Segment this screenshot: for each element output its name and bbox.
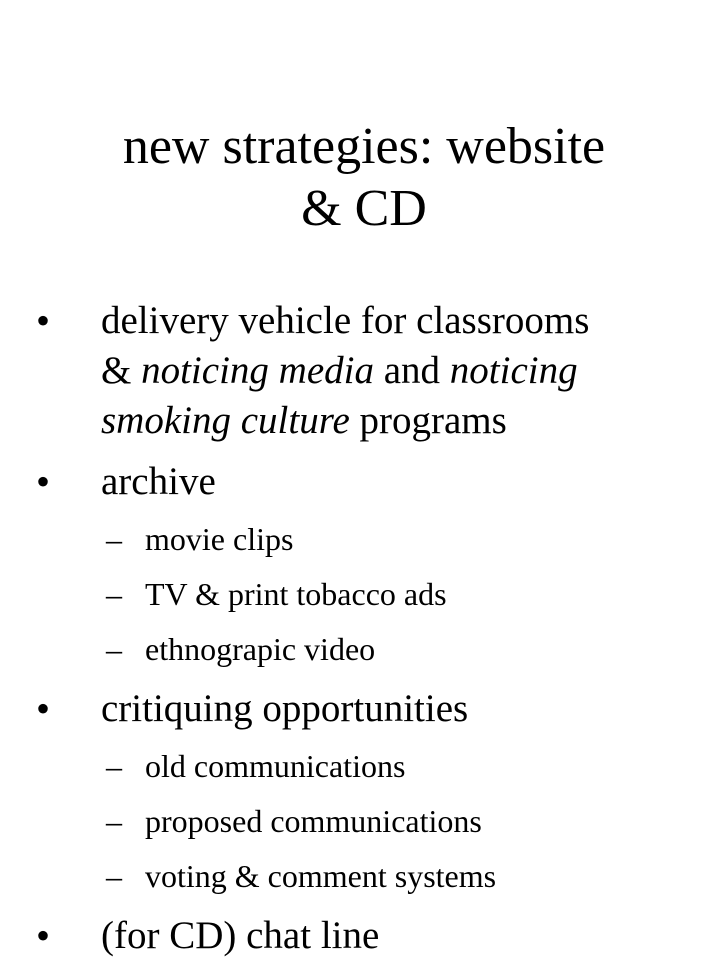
- sub-item-text: ethnograpic video: [145, 631, 376, 667]
- bullet-text: critiquing opportunities: [101, 687, 469, 730]
- slide-title-line-2: & CD: [301, 180, 427, 237]
- sub-item-text: movie clips: [145, 521, 294, 557]
- bullet-text: & noticing media and noticing: [101, 349, 578, 392]
- bullet-text: smoking culture programs: [101, 399, 507, 442]
- emphasis-text: smoking culture: [101, 399, 350, 442]
- sub-item-text: TV & print tobacco ads: [145, 576, 447, 612]
- bullet-icon: •: [36, 913, 51, 958]
- sub-item-text: voting & comment systems: [145, 858, 497, 894]
- bullet-icon: •: [36, 459, 51, 504]
- bullet-text: (for CD) chat line: [101, 914, 380, 957]
- bullet-icon: •: [36, 298, 51, 343]
- emphasis-text: noticing: [449, 349, 578, 392]
- dash-icon: –: [106, 576, 122, 612]
- dash-icon: –: [106, 858, 122, 894]
- slide-title: [0, 116, 728, 240]
- sub-item-text: old communications: [145, 748, 406, 784]
- sub-item-text: proposed communications: [145, 803, 482, 839]
- dash-icon: –: [106, 748, 122, 784]
- dash-icon: –: [106, 631, 122, 667]
- dash-icon: –: [106, 521, 122, 557]
- emphasis-text: noticing media: [141, 349, 374, 392]
- bullet-icon: •: [36, 686, 51, 731]
- bullet-text: archive: [101, 460, 216, 503]
- slide-title-line-1: new strategies: website: [122, 118, 606, 175]
- bullet-text: delivery vehicle for classrooms: [101, 299, 590, 342]
- dash-icon: –: [106, 803, 122, 839]
